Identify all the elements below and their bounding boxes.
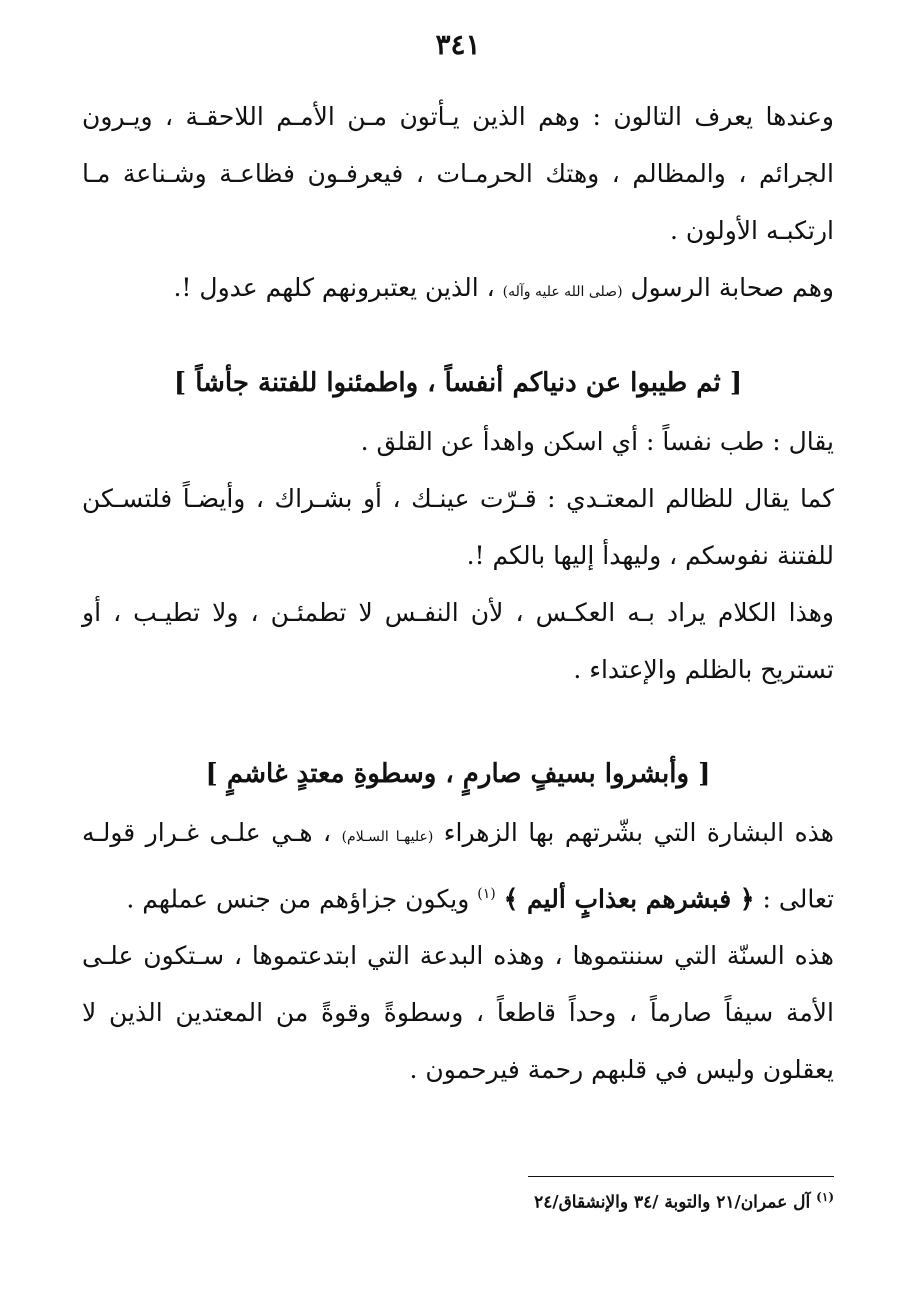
section-2-paragraph-1-end: ويكون جزاؤهم من جنس عملهم . <box>126 884 470 914</box>
footnote <box>82 1190 834 1213</box>
section-1-heading: [ ثم طيبوا عن دنياكم أنفساً ، واطمئنوا للفتنة جأشاً ] <box>173 368 743 398</box>
intro-paragraph-1: وعندها يعرف التالون : وهم الذين يـأتون مـن الأمـم اللاحقـة ، ويـرون الجرائم ، والمظالم ، وهتك الحرمـات ، فيعرفـون فظاعـة وشـناعة مـا ارتكبـه الأولون . <box>82 102 834 245</box>
section-1-paragraph-3: وهذا الكلام يراد بـه العكـس ، لأن النفـس لا تطمئـن ، ولا تطيـب ، أو تستريح بالظلم والإعتداء . <box>82 598 834 684</box>
footnote-mark: (١) <box>816 1190 834 1204</box>
intro-paragraph-2 <box>82 259 834 321</box>
footnote-reference[interactable]: (١) <box>477 886 496 902</box>
footnote-divider <box>528 1176 834 1177</box>
section-1-paragraph-2: كما يقال للظالم المعتـدي : قـرّت عينـك ، أو بشـراك ، وأيضـاً فلتسـكن للفتنة نفوسكم ، وليهدأ إليها بالكم !. <box>82 484 834 570</box>
footnote-text: آل عمران/٢١ والتوبة /٣٤ والإنشقاق/٢٤ <box>534 1192 811 1213</box>
section-2-paragraph-1-start: هذه البشارة التي بشّرتهم بها الزهراء <box>443 818 834 847</box>
section-2-paragraph-2: هذه السنّة التي سننتموها ، وهذه البدعة التي ابتدعتموها ، سـتكون علـى الأمة سيفاً صارماً ، وحداً قاطعاً ، وسطوةً وقوةً من المعتدين الذين لا يعقلون وليس في قلبهم رحمة فيرحمون . <box>82 941 834 1085</box>
intro-paragraph-2-start: وهم صحابة الرسول <box>630 273 834 302</box>
page-number: ٣٤١ <box>435 28 481 61</box>
section-2-paragraph-1-mid: ، هـي علـى غـرار قولـه تعالى : <box>82 818 834 914</box>
section-1-paragraph-1: يقال : طب نفساً : أي اسكن واهدأ عن القلق . <box>360 427 834 456</box>
page-body <box>82 88 834 1098</box>
section-2-heading: [ وأبشروا بسيفٍ صارمٍ ، وسطوةِ معتدٍ غاشمٍ ] <box>205 759 711 789</box>
section-2-paragraph-1 <box>82 804 834 927</box>
honorific-prophet: (صلى الله عليه وآله) <box>502 284 623 300</box>
intro-paragraph-2-end: ، الذين يعتبرونهم كلهم عدول !. <box>173 273 495 302</box>
quran-quote: ﴿ فبشرهم بعذابٍ أليم ﴾ <box>503 884 755 914</box>
honorific-zahra: (عليهـا السـلام) <box>341 829 434 845</box>
